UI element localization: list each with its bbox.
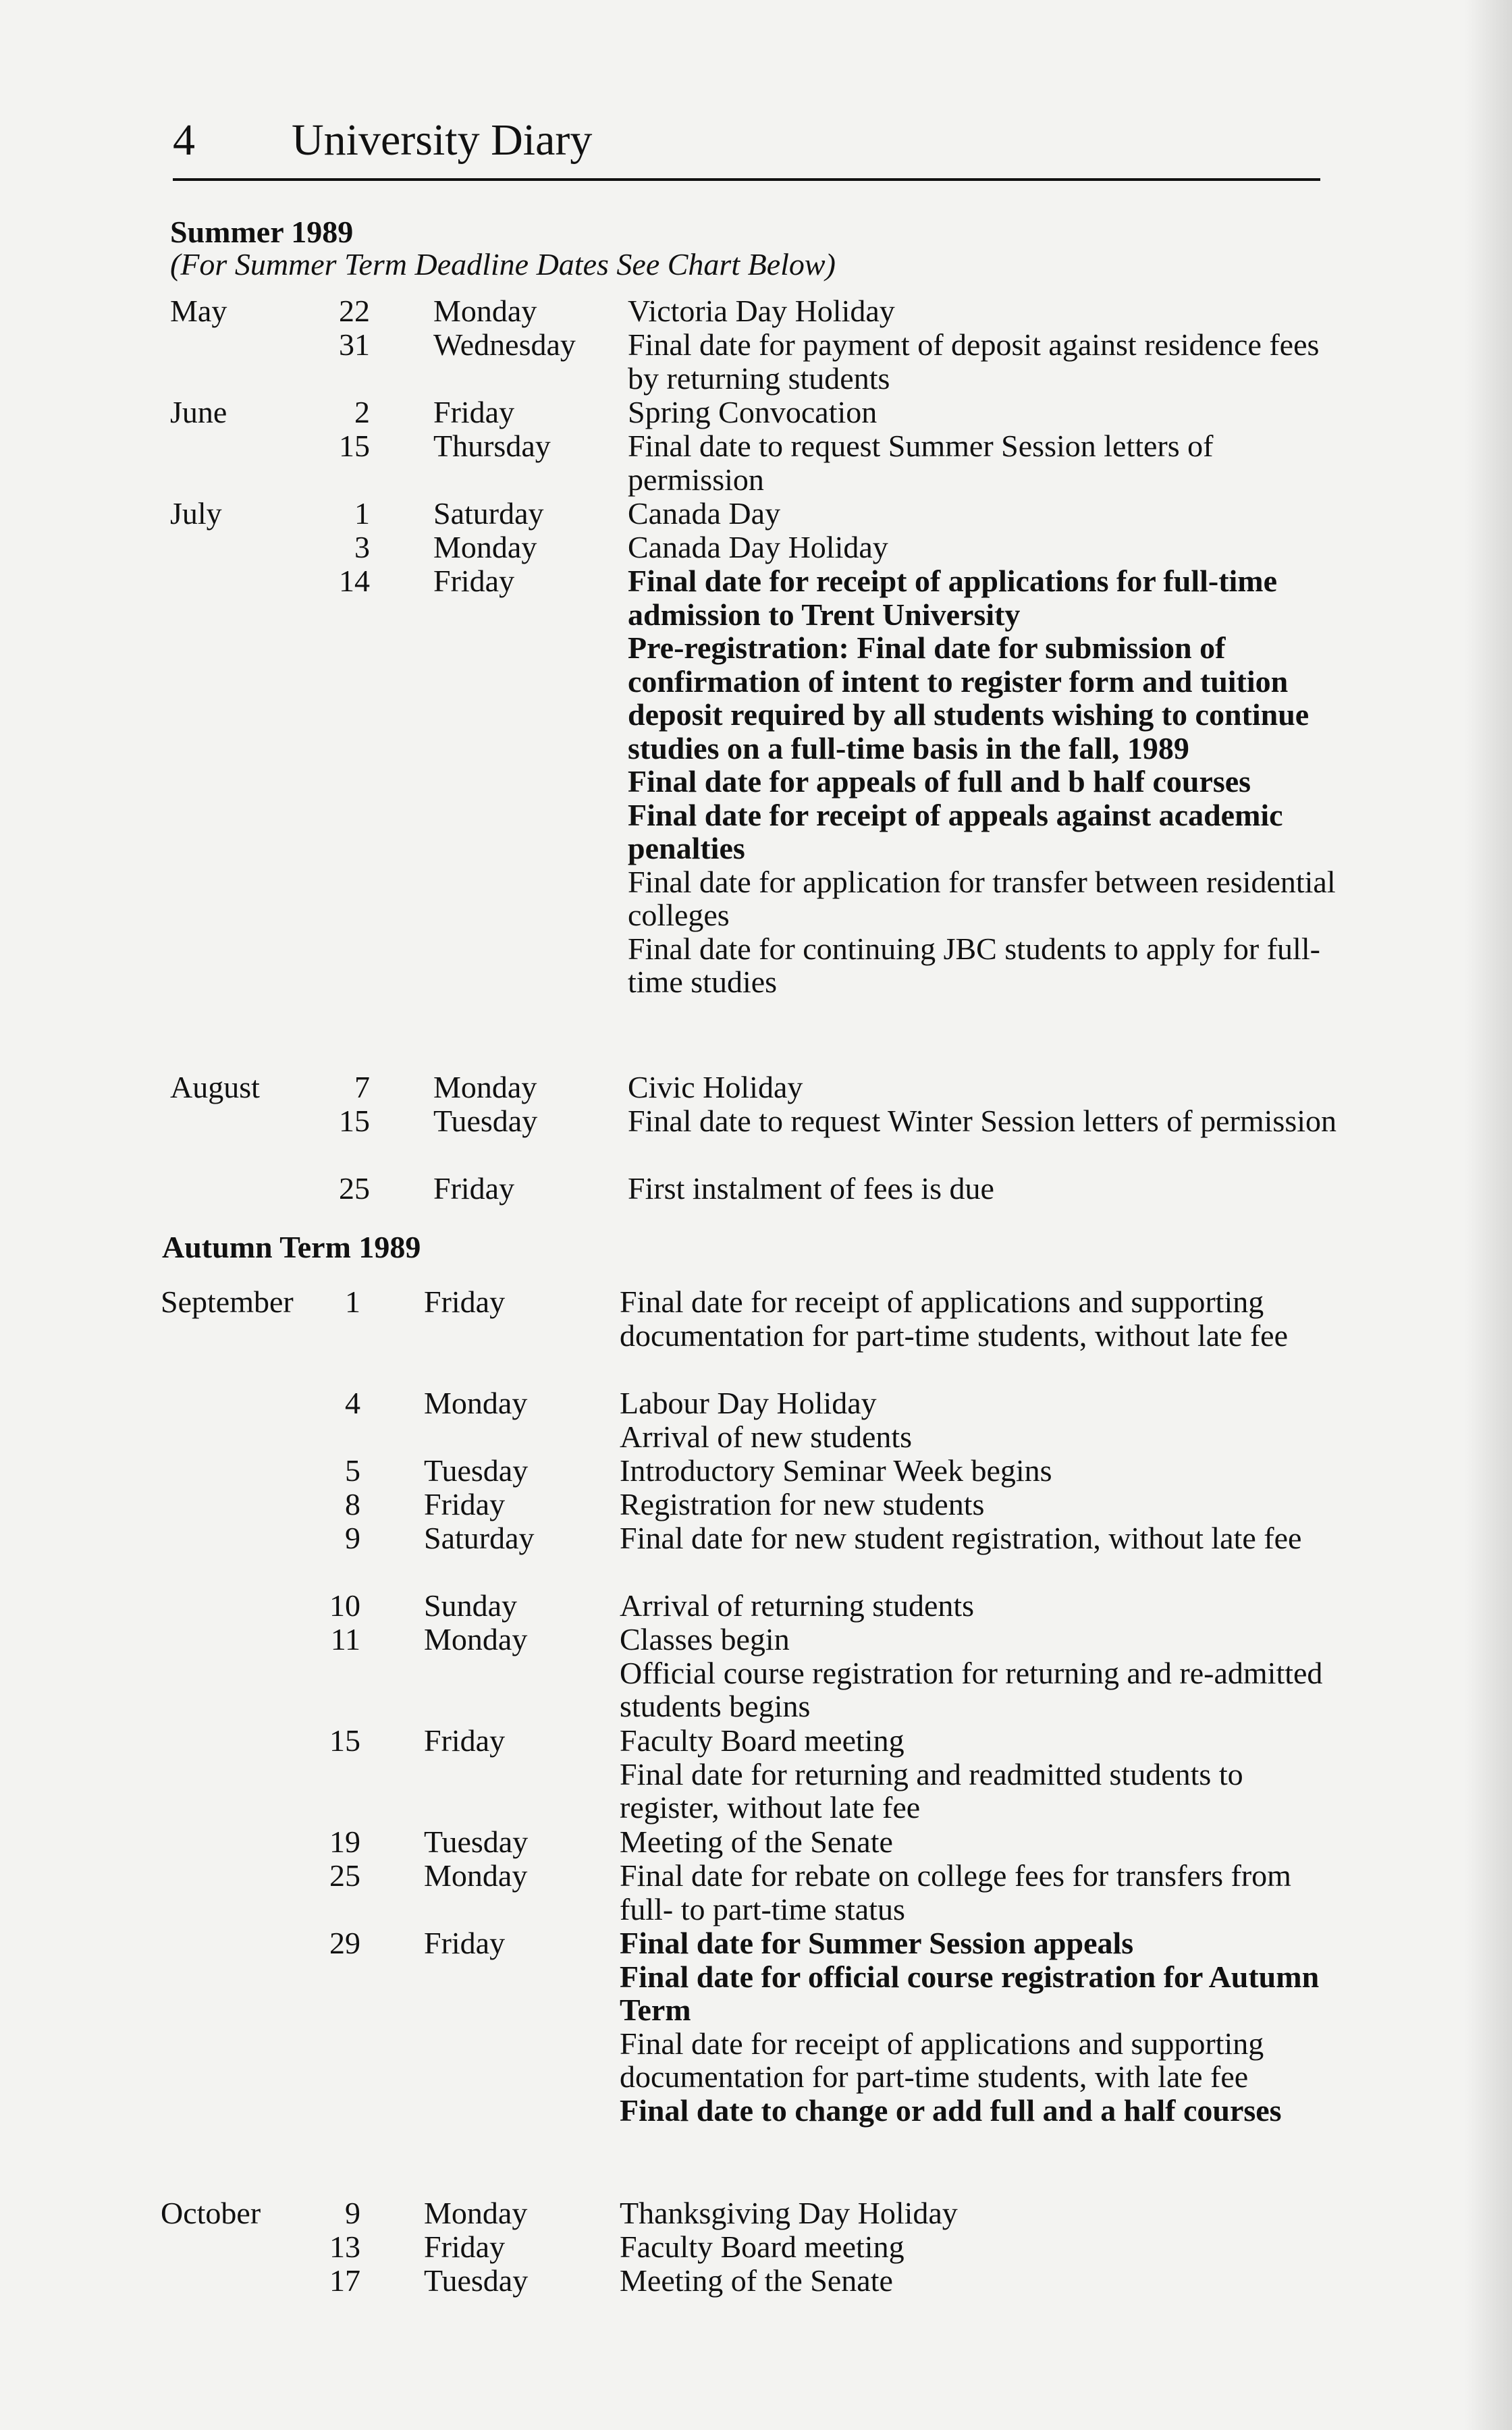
event-list: [620, 2196, 1335, 2230]
month-label: August: [170, 1070, 260, 1104]
event-item: Final date for rebate on college fees for transfers from full- to part-time status: [620, 1858, 1291, 1926]
weekday-label: Monday: [424, 1622, 528, 1656]
day-number: 9: [345, 2196, 360, 2230]
event-item: Victoria Day Holiday: [628, 294, 895, 328]
event-item: Thanksgiving Day Holiday: [620, 2196, 958, 2230]
weekday-label: Monday: [433, 1070, 537, 1104]
page-number: 4: [173, 115, 195, 165]
event-item: Final date for payment of deposit against residence fees by returning students: [628, 327, 1320, 396]
event-item: Final date for receipt of applications and supporting documentation for part-time students, without late fee: [620, 1285, 1288, 1353]
weekday-label: Wednesday: [433, 327, 576, 362]
weekday-label: Monday: [424, 2196, 528, 2230]
event-item: Final date for continuing JBC students to apply for full-time studies: [628, 931, 1320, 999]
event-list: [628, 328, 1343, 395]
event-item: Arrival of new students: [620, 1419, 913, 1454]
event-list: [620, 1724, 1335, 1825]
header-rule: [173, 178, 1320, 181]
day-number: 19: [329, 1825, 360, 1859]
event-item: Pre-registration: Final date for submission of confirmation of intent to register form and tuition deposit required by all students wishing to continue studies on a full-time basis in the fall, 1989: [628, 630, 1310, 765]
month-label: May: [170, 294, 227, 328]
event-item: Classes begin: [620, 1622, 790, 1656]
event-item: Final date for official course registration for Autumn Term: [620, 1959, 1320, 2027]
day-number: 22: [339, 294, 370, 328]
event-item: Meeting of the Senate: [620, 1825, 893, 1859]
event-list: [620, 1623, 1335, 1723]
event-list: [628, 1071, 1343, 1104]
event-list: [628, 531, 1343, 564]
day-number: 1: [354, 496, 370, 531]
event-item: Introductory Seminar Week begins: [620, 1453, 1052, 1488]
event-item: Final date for receipt of applications for full-time admission to Trent University: [628, 564, 1278, 632]
event-item: Final date for receipt of appeals against academic penalties: [628, 797, 1283, 865]
day-number: 10: [329, 1588, 360, 1623]
day-number: 4: [345, 1386, 360, 1420]
weekday-label: Friday: [433, 395, 515, 429]
event-item: Final date for Summer Session appeals: [620, 1926, 1134, 1960]
month-label: October: [161, 2196, 261, 2230]
section-title-summer: Summer 1989: [170, 215, 354, 249]
event-list: [620, 1285, 1335, 1352]
month-label: July: [170, 496, 222, 531]
section-subtitle-summer: (For Summer Term Deadline Dates See Chart Below): [170, 247, 836, 281]
event-list: [628, 1172, 1343, 1206]
page-title: University Diary: [292, 115, 593, 165]
day-number: 14: [339, 564, 370, 598]
weekday-label: Tuesday: [433, 1104, 538, 1138]
day-number: 1: [345, 1285, 360, 1319]
weekday-label: Friday: [424, 1285, 506, 1319]
event-list: [620, 1488, 1335, 1521]
section-title-autumn: Autumn Term 1989: [162, 1230, 421, 1264]
event-list: [620, 1386, 1335, 1453]
weekday-label: Monday: [424, 1386, 528, 1420]
day-number: 8: [345, 1487, 360, 1521]
weekday-label: Friday: [424, 2230, 506, 2264]
event-list: [620, 1926, 1335, 2127]
event-item: Final date to change or add full and a half courses: [620, 2092, 1282, 2128]
weekday-label: Friday: [424, 1487, 506, 1521]
day-number: 15: [329, 1723, 360, 1758]
event-item: First instalment of fees is due: [628, 1171, 994, 1206]
month-label: September: [161, 1285, 294, 1319]
event-item: Labour Day Holiday: [620, 1386, 877, 1420]
day-number: 13: [329, 2230, 360, 2264]
weekday-label: Monday: [424, 1858, 528, 1893]
day-number: 15: [339, 1104, 370, 1138]
event-list: [620, 1825, 1335, 1859]
event-list: [620, 2230, 1335, 2264]
event-list: [620, 1521, 1335, 1555]
day-number: 11: [330, 1622, 360, 1656]
day-number: 5: [345, 1453, 360, 1488]
event-list: [620, 1859, 1335, 1926]
event-item: Meeting of the Senate: [620, 2263, 893, 2298]
day-number: 3: [354, 530, 370, 564]
event-list: [620, 1589, 1335, 1623]
weekday-label: Saturday: [433, 496, 544, 531]
event-list: [628, 396, 1343, 429]
event-item: Canada Day Holiday: [628, 530, 888, 564]
weekday-label: Friday: [424, 1926, 506, 1960]
page-header: [173, 113, 1320, 181]
event-list: [628, 497, 1343, 531]
day-number: 15: [339, 429, 370, 463]
weekday-label: Friday: [424, 1723, 506, 1758]
event-item: Final date for receipt of applications and supporting documentation for part-time students, with late fee: [620, 2026, 1264, 2094]
event-item: Faculty Board meeting: [620, 1723, 905, 1758]
day-number: 17: [329, 2263, 360, 2298]
event-item: Official course registration for returning and re-admitted students begins: [620, 1655, 1323, 1723]
day-number: 9: [345, 1521, 360, 1555]
weekday-label: Friday: [433, 564, 515, 598]
event-list: [628, 564, 1343, 999]
event-item: Final date for application for transfer between residential colleges: [628, 864, 1336, 932]
event-item: Arrival of returning students: [620, 1588, 975, 1623]
event-item: Final date for returning and readmitted students to register, without late fee: [620, 1756, 1243, 1825]
weekday-label: Monday: [433, 294, 537, 328]
event-item: Civic Holiday: [628, 1070, 803, 1104]
event-item: Faculty Board meeting: [620, 2230, 905, 2264]
weekday-label: Tuesday: [424, 1453, 529, 1488]
event-item: Final date for appeals of full and b half courses: [628, 764, 1251, 799]
weekday-label: Sunday: [424, 1588, 517, 1623]
event-item: Canada Day: [628, 496, 781, 531]
month-label: June: [170, 395, 227, 429]
event-item: Final date to request Winter Session letters of permission: [628, 1104, 1337, 1138]
weekday-label: Friday: [433, 1171, 515, 1206]
event-list: [628, 1104, 1343, 1138]
weekday-label: Thursday: [433, 429, 551, 463]
day-number: 25: [329, 1858, 360, 1893]
event-item: Final date to request Summer Session letters of permission: [628, 429, 1214, 497]
event-item: Spring Convocation: [628, 395, 878, 429]
event-list: [628, 429, 1343, 496]
event-item: Registration for new students: [620, 1487, 985, 1521]
weekday-label: Monday: [433, 530, 537, 564]
event-list: [628, 294, 1343, 328]
weekday-label: Tuesday: [424, 1825, 529, 1859]
event-item: Final date for new student registration, without late fee: [620, 1521, 1302, 1555]
day-number: 7: [354, 1070, 370, 1104]
day-number: 29: [329, 1926, 360, 1960]
weekday-label: Saturday: [424, 1521, 535, 1555]
day-number: 25: [339, 1171, 370, 1206]
weekday-label: Tuesday: [424, 2263, 529, 2298]
event-list: [620, 2264, 1335, 2298]
event-list: [620, 1454, 1335, 1488]
day-number: 2: [354, 395, 370, 429]
day-number: 31: [339, 327, 370, 362]
